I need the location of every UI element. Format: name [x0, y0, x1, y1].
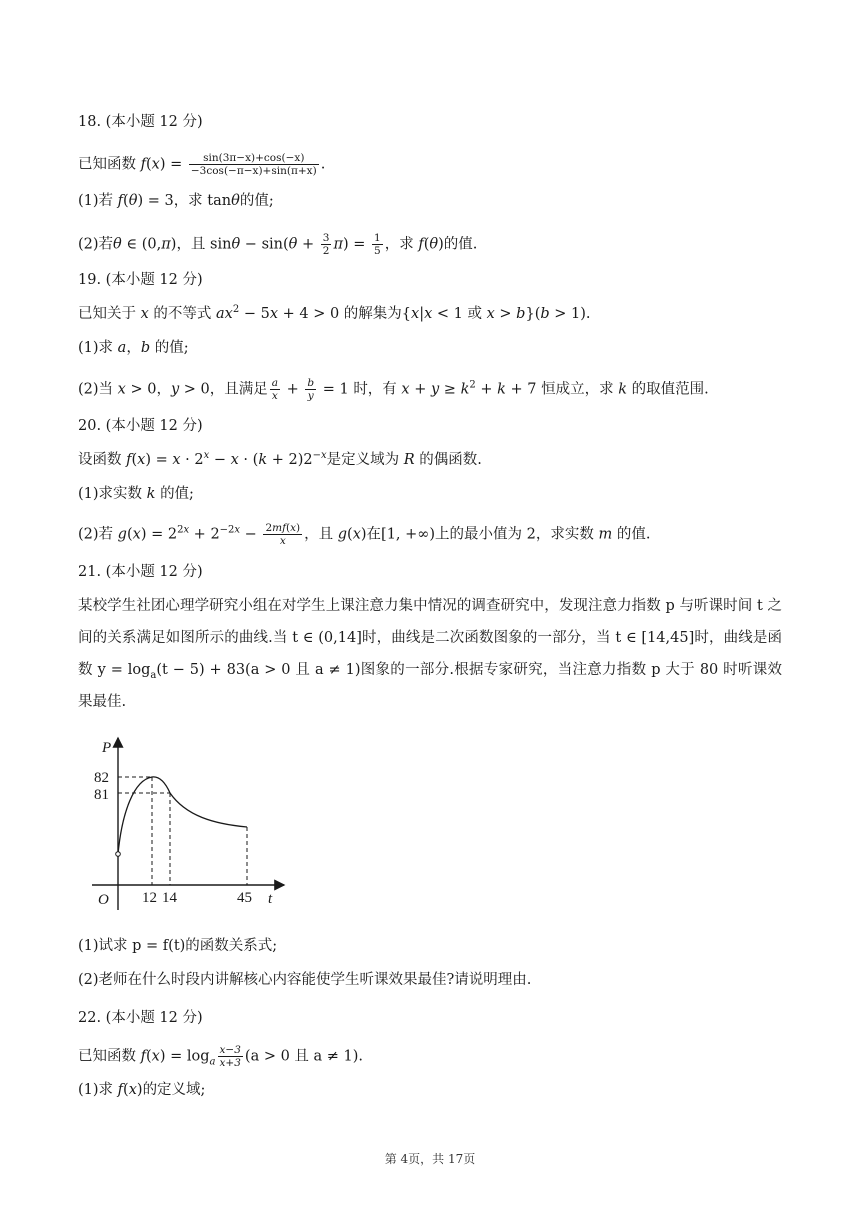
q20-part2: (2)若 $g(x) = 2^{2x} + 2^{-2x}$ − $\frac{2mf(x)}{x}$ ，且 g(x)在[1, +∞)上的最小值为 2，求实数 m 的值.	[78, 522, 651, 547]
y-tick-81: 81	[94, 787, 109, 803]
attention-curve	[118, 777, 247, 854]
q21-paragraph: 某校学生社团心理学研究小组在对学生上课注意力集中情况的调查研究中，发现注意力指数 p 与听课时间 t 之间的关系满足如图所示的曲线.当 t ∈ (0,14]时，曲线是二次函数图象的一部分，当 t ∈ [14,45]时，曲线是函数 $y = \log_a(t - 5) + 83(a > 0$ 且 a ≠ 1)图象的一部分.根据专家研究，当注意力指数 p 大于 80 时听课效果最佳.	[78, 598, 782, 710]
q20-part1: (1)求实数 k 的值;	[78, 486, 194, 502]
x-tick-45: 45	[237, 890, 252, 906]
q22-function: 已知函数 $f(x) = \log_a$ $\frac{x-3}{x+3}$ (a > 0 且 a ≠ 1).	[78, 1044, 364, 1069]
q19-part2: (2)当 x > 0，y > 0，且满足 $\frac{a}{x}$ + $\frac{b}{y}$ = 1 时，有 $x + y \ge k^2 + k + 7$ 恒成立，求 k 的取值范围.	[78, 377, 709, 402]
q21-part1: (1)试求 p = f(t)的函数关系式;	[78, 938, 278, 954]
q18-part2: (2)若θ ∈ (0,π)，且 sinθ − sin(θ + $\frac{3}{2}$ π) = $\frac{1}{5}$ ，求 f(θ)的值.	[78, 232, 478, 257]
y-axis-label: P	[102, 740, 112, 756]
q18-header: 18. (本小题 12 分)	[78, 114, 203, 130]
q22-header: 22. (本小题 12 分)	[78, 1010, 203, 1026]
x-axis-label: t	[268, 891, 273, 907]
q19-intro: 已知关于 x 的不等式 $ax^2 - 5x + 4 > 0$ 的解集为{x|x < 1 或 x > b}(b > 1).	[78, 304, 591, 322]
q19-header: 19. (本小题 12 分)	[78, 272, 203, 288]
q21-part2: (2)老师在什么时段内讲解核心内容能使学生听课效果最佳?请说明理由.	[78, 972, 532, 988]
q18-fraction: $\frac{\sin(3\pi-x)+\cos(-x)}{-3\cos(-\pi-x)+\sin(\pi+x)}$	[190, 152, 317, 177]
attention-curve-graph	[84, 732, 294, 912]
q21-header: 21. (本小题 12 分)	[78, 564, 203, 580]
q18-part1: (1)若 f(θ) = 3，求 tanθ的值;	[78, 193, 274, 209]
origin-label: O	[98, 892, 109, 908]
x-tick-12: 12	[142, 890, 157, 906]
page-footer: 第 4页，共 17页	[384, 1152, 476, 1166]
open-endpoint	[116, 852, 121, 857]
q18-function: 已知函数 f(x) = $\frac{\sin(3\pi-x)+\cos(-x)}{-3\cos(-\pi-x)+\sin(\pi+x)}$ .	[78, 152, 326, 177]
y-tick-82: 82	[94, 770, 109, 786]
q20-intro: 设函数 $f(x) = x \cdot 2^x - x \cdot (k + 2)2^{-x}$是定义域为 R 的偶函数.	[78, 450, 482, 468]
q19-part1: (1)求 a，b 的值;	[78, 340, 189, 356]
q20-header: 20. (本小题 12 分)	[78, 418, 203, 434]
q22-part1: (1)求 f(x)的定义域;	[78, 1082, 206, 1098]
x-tick-14: 14	[162, 890, 177, 906]
